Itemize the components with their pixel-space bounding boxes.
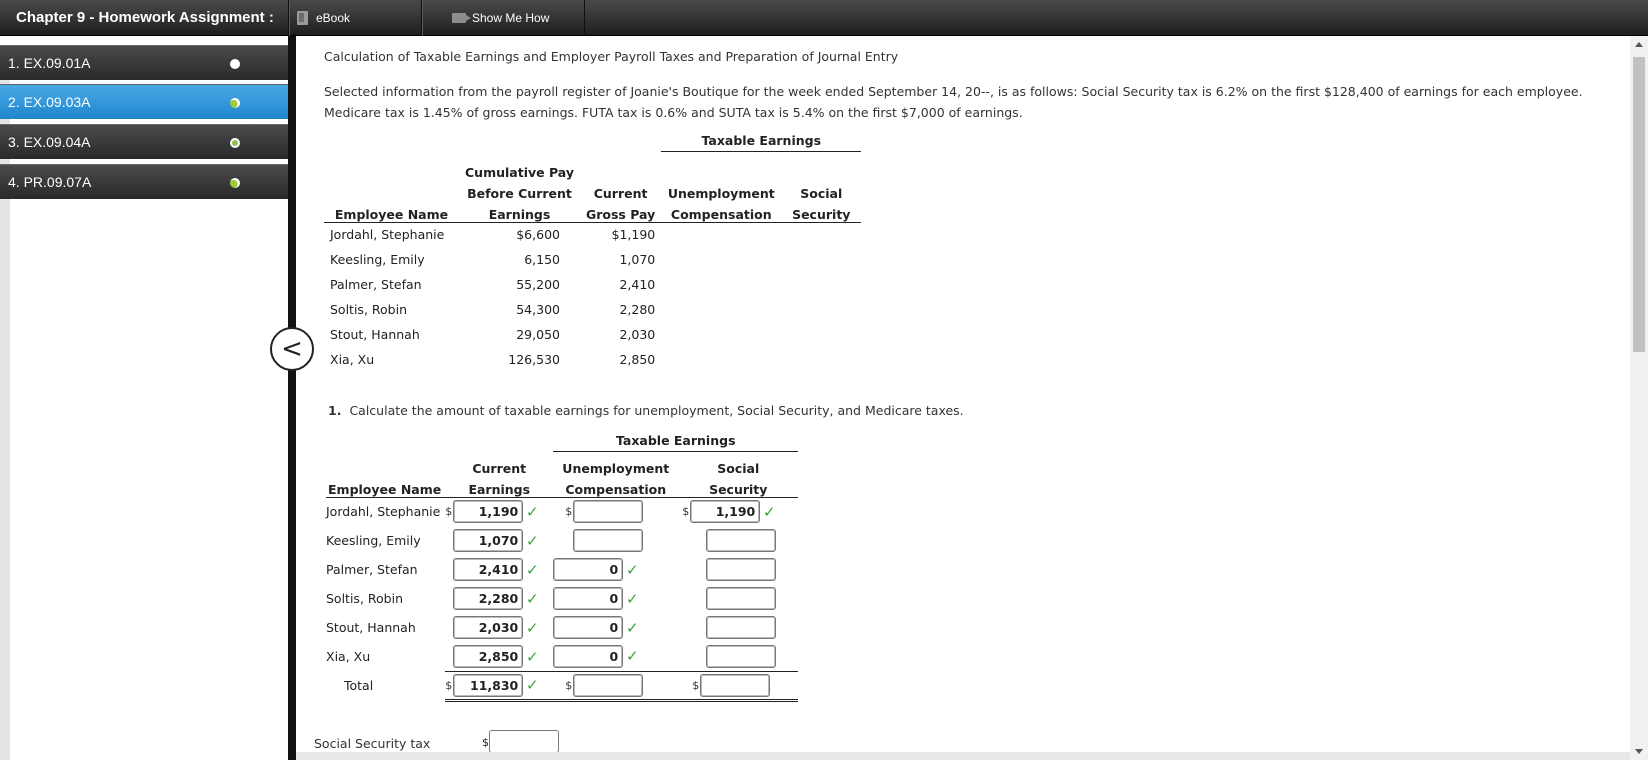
col-header-employee-name: Employee Name xyxy=(324,201,459,222)
table-row xyxy=(324,297,861,322)
table-row xyxy=(326,613,798,642)
social-security-input[interactable] xyxy=(706,558,776,581)
employee-name: Soltis, Robin xyxy=(330,302,407,317)
current-earnings-input[interactable]: 1,190 xyxy=(453,500,523,523)
checkmark-icon: ✓ xyxy=(762,502,776,521)
table-row xyxy=(324,247,861,272)
sidebar-item-ex-09-01a[interactable] xyxy=(0,45,288,80)
social-security-input[interactable] xyxy=(706,645,776,668)
employee-name: Soltis, Robin xyxy=(326,591,403,606)
checkmark-icon: ✓ xyxy=(625,647,639,666)
total-current-input[interactable]: 11,830 xyxy=(453,674,523,697)
col-header-social-2: Security xyxy=(781,201,861,222)
employee-name: Stout, Hannah xyxy=(326,620,416,635)
cumulative-pay: 126,530 xyxy=(508,352,560,367)
video-icon xyxy=(452,13,466,23)
table-row xyxy=(326,497,798,526)
col-header-social-1: Social xyxy=(717,461,760,476)
currency-symbol: $ xyxy=(692,678,700,692)
taxable-earnings-header: Taxable Earnings xyxy=(661,130,861,151)
sidebar-divider xyxy=(288,36,296,760)
given-payroll-table xyxy=(324,130,861,372)
cumulative-pay: 55,200 xyxy=(516,277,560,292)
col-header-unemployment-2: Compensation xyxy=(553,476,678,497)
status-in-progress-icon xyxy=(230,98,240,108)
sidebar-item-pr-09-07a[interactable] xyxy=(0,164,288,199)
gross-pay: 1,070 xyxy=(619,252,656,267)
employee-name: Stout, Hannah xyxy=(330,327,420,342)
unemployment-input[interactable]: 0 xyxy=(553,587,623,610)
current-earnings-input[interactable]: 1,070 xyxy=(453,529,523,552)
col-header-unemployment-1: Unemployment xyxy=(562,461,670,476)
status-not-started-icon xyxy=(230,59,240,69)
gross-pay: 2,850 xyxy=(619,352,656,367)
table-row xyxy=(326,555,798,584)
currency-symbol: $ xyxy=(682,505,690,519)
employee-name: Palmer, Stefan xyxy=(330,277,422,292)
question-number: 1. xyxy=(328,403,342,418)
table-row xyxy=(326,642,798,671)
problem-content xyxy=(296,36,1630,756)
social-security-tax-label: Social Security tax xyxy=(314,736,431,751)
total-row xyxy=(326,671,798,700)
show-me-how-label: Show Me How xyxy=(472,11,550,25)
cumulative-pay: 29,050 xyxy=(516,327,560,342)
table-row xyxy=(326,526,798,555)
employee-name: Keesling, Emily xyxy=(326,533,421,548)
gross-pay: 2,410 xyxy=(619,277,656,292)
current-earnings-input[interactable]: 2,850 xyxy=(453,645,523,668)
current-earnings-input[interactable]: 2,410 xyxy=(453,558,523,581)
social-security-input[interactable]: 1,190 xyxy=(690,500,760,523)
horizontal-scrollbar[interactable] xyxy=(296,752,1630,760)
employee-name: Keesling, Emily xyxy=(330,252,425,267)
checkmark-icon: ✓ xyxy=(525,618,539,637)
currency-symbol: $ xyxy=(565,505,573,519)
sidebar xyxy=(0,36,290,760)
answer-table xyxy=(326,430,798,702)
vertical-scrollbar[interactable] xyxy=(1630,36,1648,760)
scrollbar-thumb[interactable] xyxy=(1633,57,1645,352)
col-header-social-2: Security xyxy=(678,476,798,497)
col-header-cumulative-1: Cumulative Pay xyxy=(465,165,574,180)
ebook-button[interactable] xyxy=(288,0,421,36)
current-earnings-input[interactable]: 2,030 xyxy=(453,616,523,639)
col-header-employee-name: Employee Name xyxy=(326,476,445,497)
show-me-how-button[interactable] xyxy=(421,0,585,36)
status-completed-icon xyxy=(230,138,240,148)
table-row xyxy=(324,347,861,372)
checkmark-icon: ✓ xyxy=(525,589,539,608)
gross-pay: 2,030 xyxy=(619,327,656,342)
currency-symbol: $ xyxy=(445,678,453,692)
col-header-cumulative-3: Earnings xyxy=(459,201,580,222)
col-header-cumulative-2: Before Current xyxy=(467,186,572,201)
checkmark-icon: ✓ xyxy=(525,647,539,666)
cumulative-pay: $6,600 xyxy=(516,227,560,243)
checkmark-icon: ✓ xyxy=(625,589,639,608)
cumulative-pay: 54,300 xyxy=(516,302,560,317)
col-header-current-2: Earnings xyxy=(445,476,553,497)
sidebar-item-label: 1. EX.09.01A xyxy=(8,55,91,71)
total-unemployment-input[interactable] xyxy=(573,674,643,697)
sidebar-item-ex-09-04a[interactable] xyxy=(0,124,288,159)
col-header-social-1: Social xyxy=(800,186,843,201)
taxable-earnings-header: Taxable Earnings xyxy=(553,430,798,451)
currency-symbol: $ xyxy=(482,736,489,749)
scroll-down-icon[interactable] xyxy=(1635,749,1643,754)
chevron-left-icon: < xyxy=(281,334,303,364)
checkmark-icon: ✓ xyxy=(525,560,539,579)
sidebar-item-label: 3. EX.09.04A xyxy=(8,134,91,150)
col-header-gross-1: Current xyxy=(593,186,648,201)
employee-name: Xia, Xu xyxy=(330,352,375,367)
unemployment-input[interactable]: 0 xyxy=(553,558,623,581)
unemployment-input[interactable] xyxy=(573,500,643,523)
checkmark-icon: ✓ xyxy=(525,531,539,550)
col-header-unemployment-2: Compensation xyxy=(661,201,781,222)
table-row xyxy=(326,584,798,613)
unemployment-input[interactable]: 0 xyxy=(553,645,623,668)
problem-heading: Calculation of Taxable Earnings and Employer Payroll Taxes and Preparation of Journal Entry xyxy=(324,49,899,64)
checkmark-icon: ✓ xyxy=(525,676,539,694)
checkmark-icon: ✓ xyxy=(625,560,639,579)
sidebar-item-label: 2. EX.09.03A xyxy=(8,94,91,110)
problem-intro: Selected information from the payroll register of Joanie's Boutique for the week ended September 14, 20--, is as follows: Social Security tax is 6.2% on the first $128,400 of earnings for each employee. Medicare tax is 1.45% of gross earnings. FUTA tax is 0.6% and SUTA tax is 5.4% on the first $7,000 of earnings. xyxy=(324,84,1583,120)
employee-name: Jordahl, Stephanie xyxy=(326,504,441,520)
current-earnings-input[interactable]: 2,280 xyxy=(453,587,523,610)
question-1 xyxy=(328,403,964,418)
social-security-input[interactable] xyxy=(706,616,776,639)
social-security-input[interactable] xyxy=(706,529,776,552)
cumulative-pay: 6,150 xyxy=(524,252,560,267)
unemployment-input[interactable] xyxy=(573,529,643,552)
assignment-title: Chapter 9 - Homework Assignment : xyxy=(16,9,274,26)
table-row xyxy=(324,322,861,347)
gross-pay: $1,190 xyxy=(611,227,656,243)
book-icon xyxy=(297,11,308,25)
total-label: Total xyxy=(344,678,374,693)
employee-name: Xia, Xu xyxy=(326,649,371,664)
col-header-unemployment-1: Unemployment xyxy=(667,186,775,201)
social-security-tax-input[interactable] xyxy=(489,730,559,753)
col-header-current-1: Current xyxy=(472,461,527,476)
table-row xyxy=(324,222,861,247)
gross-pay: 2,280 xyxy=(619,302,656,317)
employee-name: Jordahl, Stephanie xyxy=(330,227,445,243)
ebook-label: eBook xyxy=(316,11,351,25)
sidebar-item-ex-09-03a[interactable] xyxy=(0,84,288,119)
scroll-up-icon[interactable] xyxy=(1635,42,1643,47)
employee-name: Palmer, Stefan xyxy=(326,562,418,577)
table-row xyxy=(324,272,861,297)
col-header-gross-2: Gross Pay xyxy=(580,201,661,222)
unemployment-input[interactable]: 0 xyxy=(553,616,623,639)
social-security-input[interactable] xyxy=(706,587,776,610)
sidebar-item-label: 4. PR.09.07A xyxy=(8,174,92,190)
checkmark-icon: ✓ xyxy=(625,618,639,637)
question-text: Calculate the amount of taxable earnings for unemployment, Social Security, and Medicare taxes. xyxy=(349,403,964,418)
currency-symbol: $ xyxy=(565,678,573,692)
status-partial-icon xyxy=(230,178,240,188)
currency-symbol: $ xyxy=(445,505,453,519)
top-toolbar xyxy=(0,0,1648,36)
checkmark-icon: ✓ xyxy=(525,502,539,521)
total-social-security-input[interactable] xyxy=(700,674,770,697)
